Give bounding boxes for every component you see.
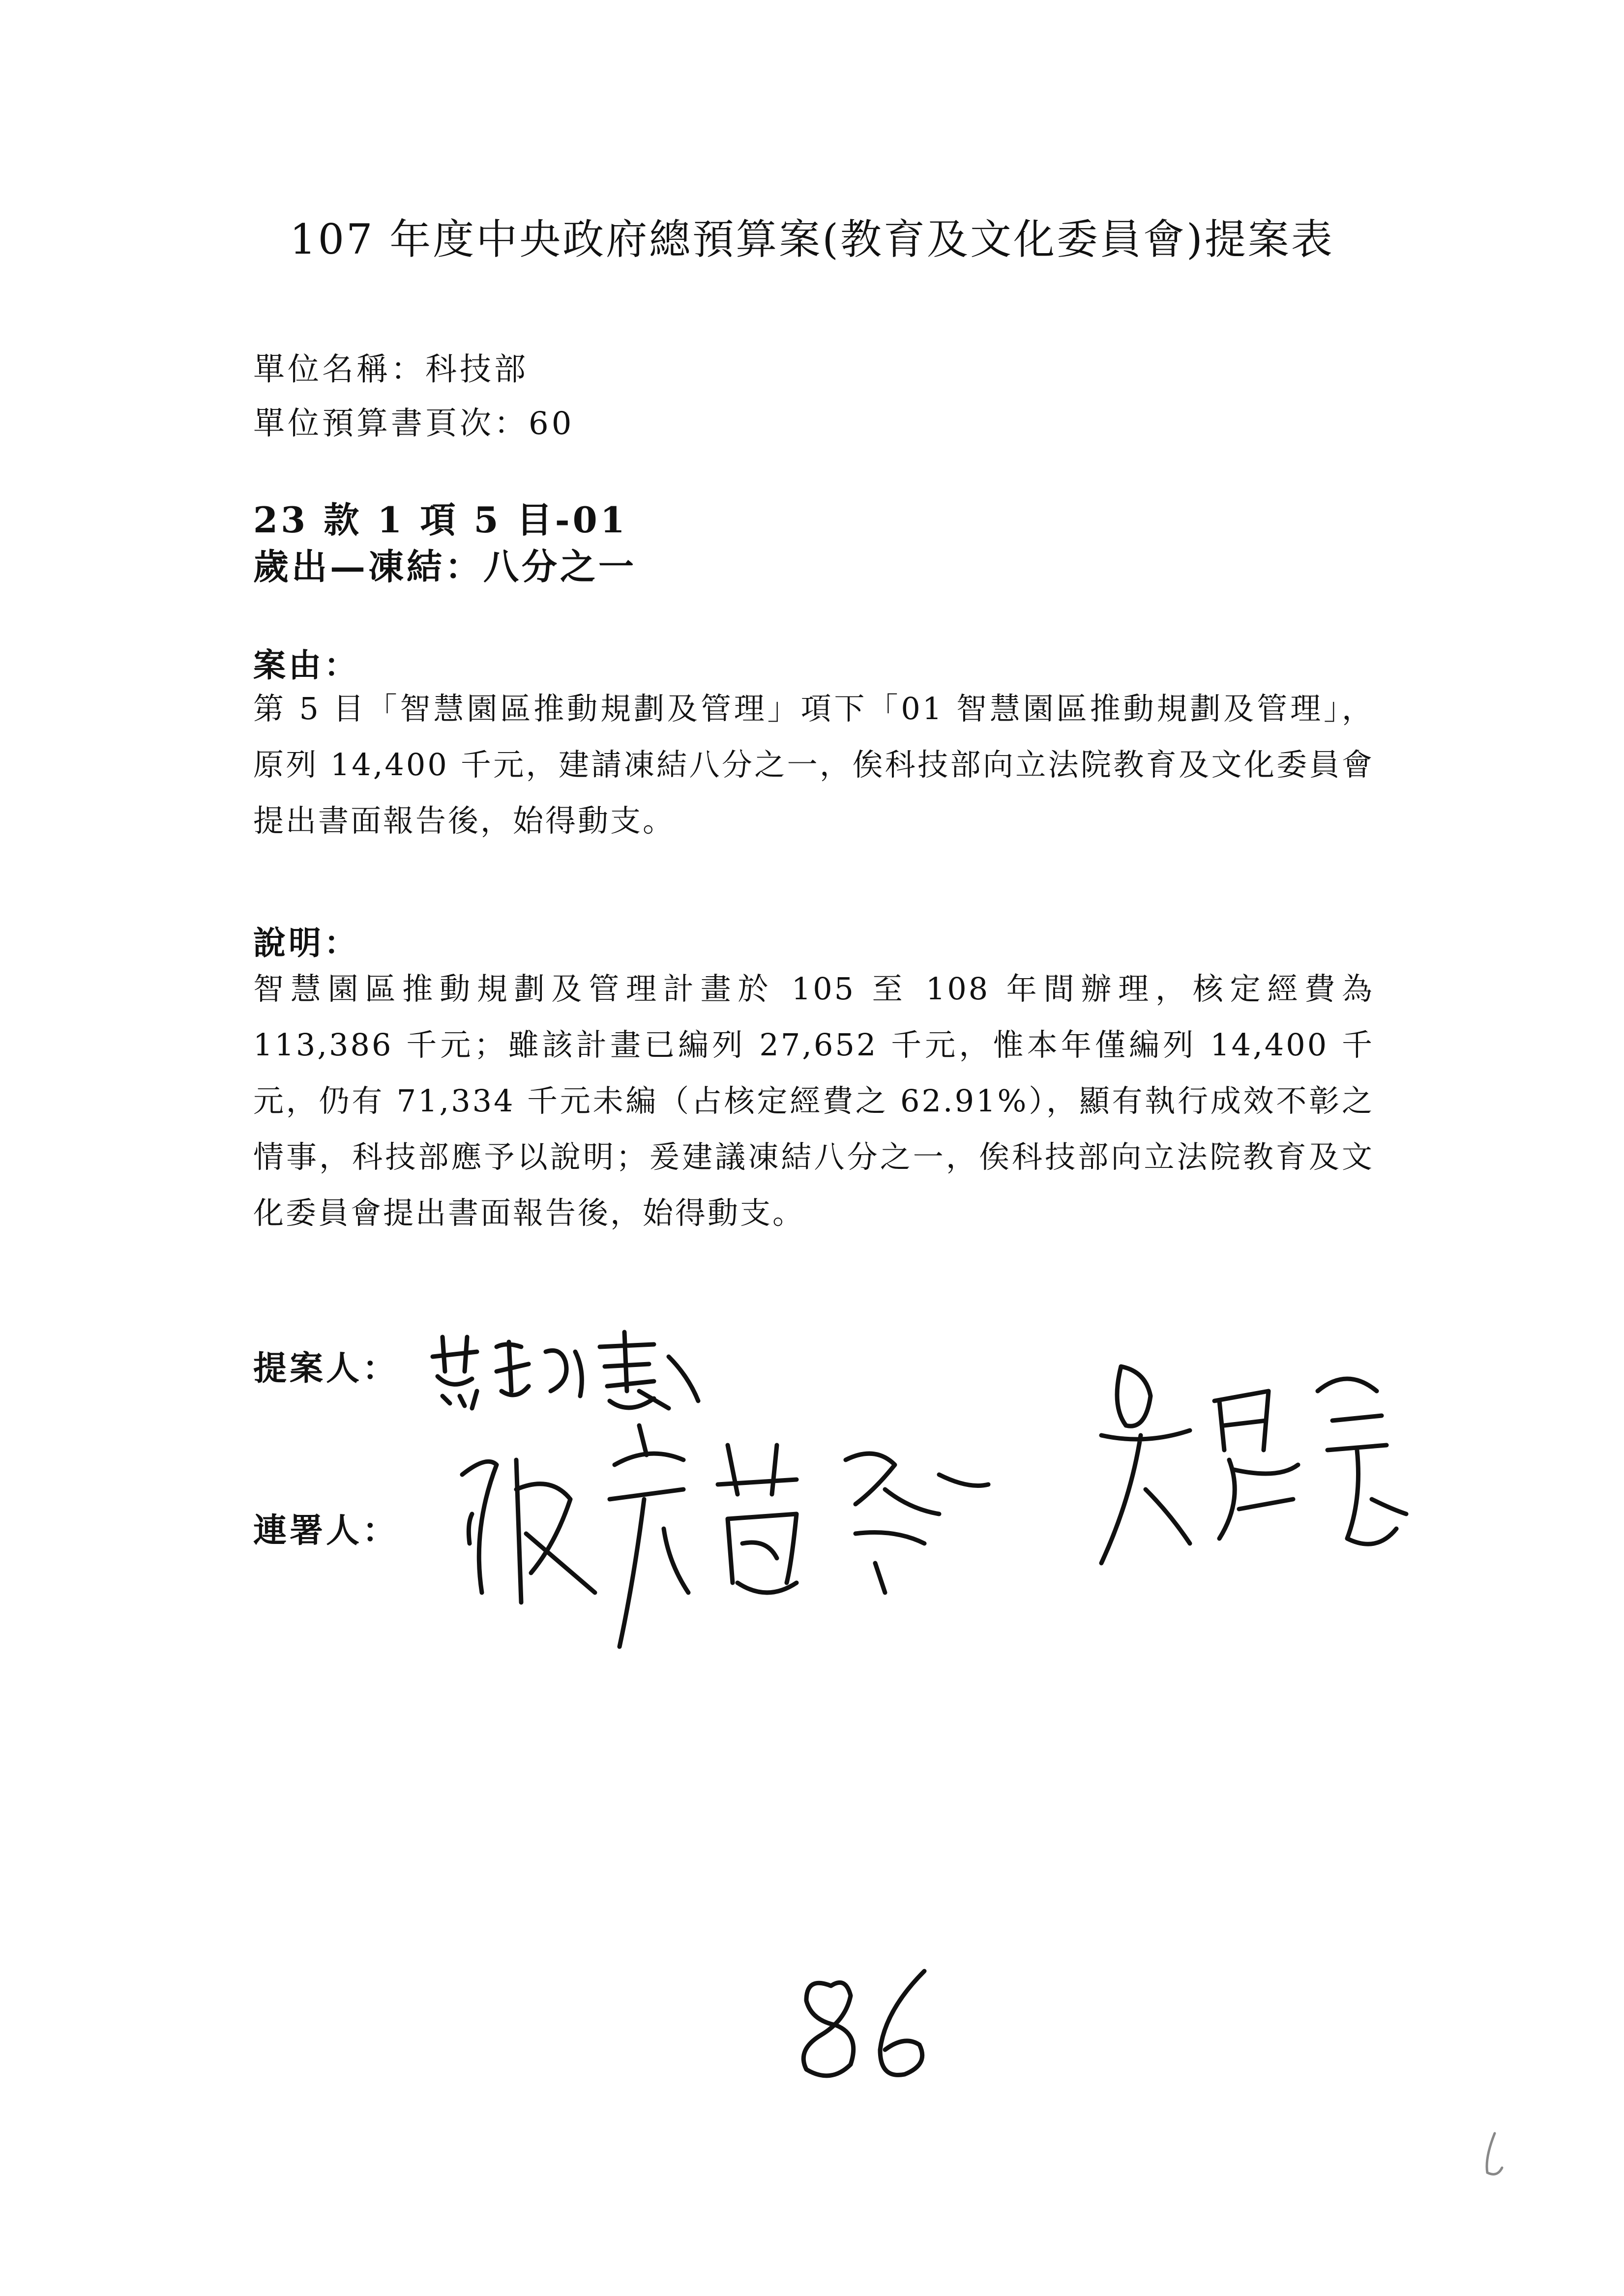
page-title: 107 年度中央政府總預算案(教育及文化委員會)提案表 — [290, 215, 1334, 263]
handwritten-page-number — [777, 1956, 954, 2094]
explanation-text: 智慧園區推動規劃及管理計畫於 105 至 108 年間辦理，核定經費為 113,386 千元；雖該計畫已編列 27,652 千元，惟本年僅編列 14,400 千元，仍有 71,334 千元未編（占核定經費之 62.91%），顯有執行成效不彰之情事，科技部應予以說明；爰建議凍結八分之一，俟科技部向立法院教育及文化委員會提出書面報告後，始得動支。 — [253, 971, 1374, 1231]
corner-pencil-mark — [1475, 2128, 1514, 2182]
cosigner-signature-1 — [452, 1416, 1008, 1691]
unit-name: 單位名稱：科技部 — [253, 351, 529, 388]
reason-text: 第 5 目「智慧園區推動規劃及管理」項下「01 智慧園區推動規劃及管理」，原列 14,400 千元，建請凍結八分之一，俟科技部向立法院教育及文化委員會提出書面報告後，始得動支。 — [253, 691, 1374, 839]
explanation-heading: 說明： — [253, 924, 359, 962]
proposer-signature — [423, 1317, 718, 1421]
budget-page-reference: 單位預算書頁次：60 — [253, 406, 575, 442]
action-type: 歲出—凍結：八分之一 — [253, 546, 637, 587]
reason-heading: 案由： — [253, 646, 359, 684]
proposer-label: 提案人： — [253, 1349, 399, 1388]
item-code: 23 款 1 項 5 目-01 — [253, 499, 628, 541]
cosigner-label: 連署人： — [253, 1511, 399, 1550]
cosigner-signature-2 — [1072, 1352, 1436, 1627]
